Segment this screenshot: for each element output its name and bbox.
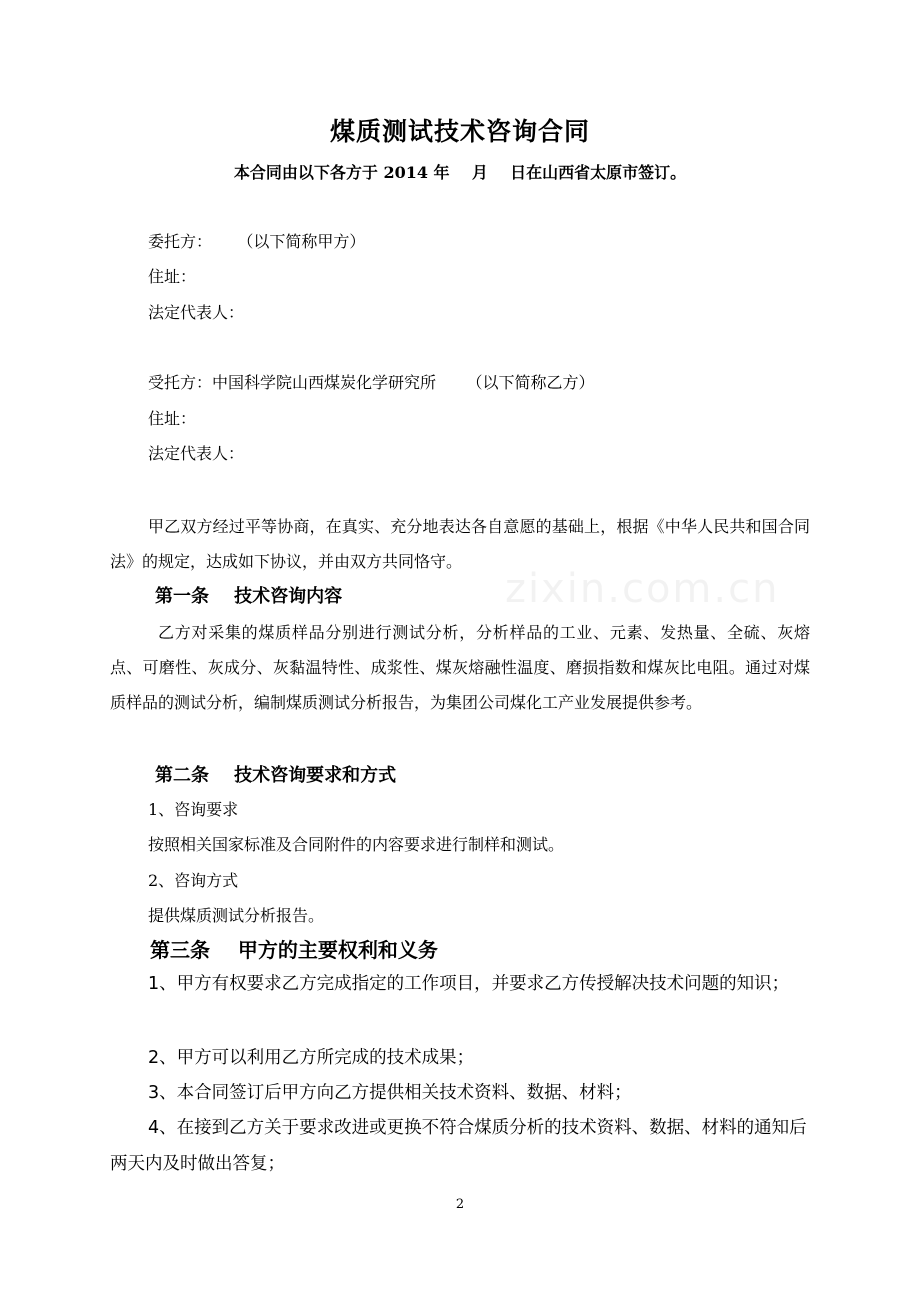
preamble-paragraph: 甲乙双方经过平等协商，在真实、充分地表达各自意愿的基础上，根据《中华人民共和国合同法》的规定，达成如下协议，并由双方共同恪守。 bbox=[110, 517, 810, 571]
article2-heading: 第二条 技术咨询要求和方式 bbox=[155, 765, 397, 786]
article3-item4: 4、在接到乙方关于要求改进或更换不符合煤质分析的技术资料、数据、材料的通知后两天内及时做出答复； bbox=[110, 1118, 807, 1174]
article3-item2: 2、甲方可以利用乙方所完成的技术成果； bbox=[148, 1048, 475, 1068]
article3-item3: 3、本合同签订后甲方向乙方提供相关技术资料、数据、材料； bbox=[148, 1083, 632, 1103]
party-a-label: 委托方： （以下简称甲方） bbox=[148, 232, 366, 251]
article1-heading: 第一条 技术咨询内容 bbox=[155, 586, 343, 607]
article2-item1-title: 1、咨询要求 bbox=[148, 800, 239, 819]
page-number: 2 bbox=[455, 1197, 465, 1212]
party-b-label: 受托方：中国科学院山西煤炭化学研究所 （以下简称乙方） bbox=[148, 373, 595, 392]
article2-item2-title: 2、咨询方式 bbox=[148, 871, 239, 890]
contract-title: 煤质测试技术咨询合同 bbox=[329, 117, 590, 146]
article2-item2-body: 提供煤质测试分析报告。 bbox=[148, 906, 325, 925]
party-b-address: 住址： bbox=[148, 409, 197, 428]
article3-item1: 1、甲方有权要求乙方完成指定的工作项目，并要求乙方传授解决技术问题的知识； bbox=[148, 974, 790, 994]
watermark: zixin.com.cn bbox=[505, 566, 780, 612]
article3-heading: 第三条 甲方的主要权利和义务 bbox=[150, 938, 438, 962]
contract-subtitle: 本合同由以下各方于 2014 年 月 日在山西省太原市签订。 bbox=[233, 163, 687, 182]
article2-item1-body: 按照相关国家标准及合同附件的内容要求进行制样和测试。 bbox=[148, 835, 565, 854]
party-a-address: 住址： bbox=[148, 267, 197, 286]
article1-body: 乙方对采集的煤质样品分别进行测试分析，分析样品的工业、元素、发热量、全硫、灰熔点、可磨性、灰成分、灰黏温特性、成浆性、煤灰熔融性温度、磨损指数和煤灰比电阻。通过对煤质样品的测试分析，编制煤质测试分析报告，为集团公司煤化工产业发展提供参考。 bbox=[110, 623, 810, 712]
party-a-representative: 法定代表人： bbox=[148, 303, 245, 322]
party-b-representative: 法定代表人： bbox=[148, 444, 245, 463]
